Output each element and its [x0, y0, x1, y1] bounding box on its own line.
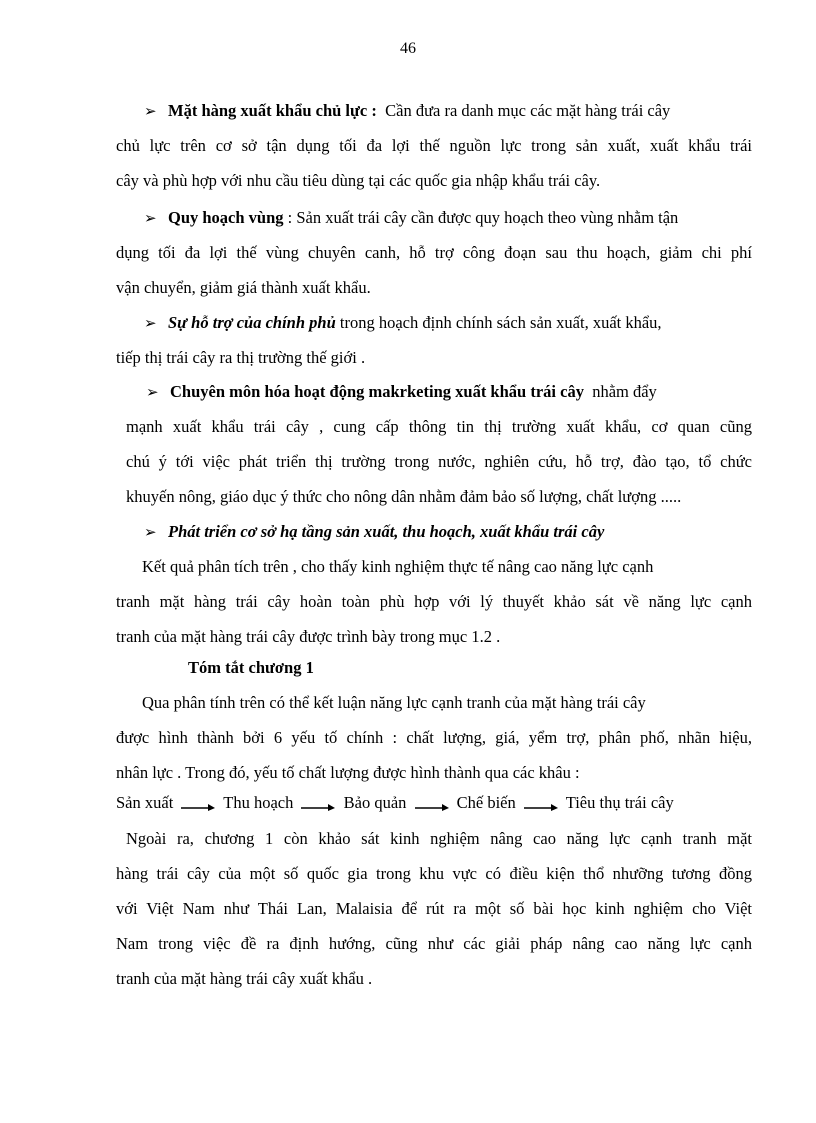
item-text: nhằm đẩy [592, 382, 657, 401]
item-text: Cần đưa ra danh mục các mặt hàng trái cây [385, 101, 671, 120]
right-arrow-icon [181, 799, 215, 811]
item-text: vận chuyển, giảm giá thành xuất khẩu. [116, 278, 371, 297]
flow-step: Bảo quản [343, 793, 407, 812]
paragraph-line: được hình thành bởi 6 yếu tố chính : chất lượng, giá, yểm trợ, phân phố, nhãn hiệu, [116, 728, 752, 747]
bullet-item-government-support [116, 305, 752, 375]
flow-step: Sản xuất [116, 793, 174, 812]
item-text: trong hoạch định chính sách sản xuất, xuất khẩu, [339, 313, 662, 332]
bullet-item-marketing [126, 374, 752, 514]
item-title: Chuyên môn hóa hoạt động makrketing xuất khẩu trái cây [170, 382, 584, 401]
item-text: dụng tối đa lợi thế vùng chuyên canh, hỗ trợ công đoạn sau thu hoạch, giảm chi phí [116, 243, 752, 262]
item-text: khuyến nông, giáo dục ý thức cho nông dân nhằm đảm bảo số lượng, chất lượng ..... [126, 487, 682, 506]
paragraph-line: Ngoài ra, chương 1 còn khảo sát kinh nghiệm nâng cao năng lực cạnh tranh mặt [126, 829, 752, 848]
paragraph-line: nhân lực . Trong đó, yếu tố chất lượng được hình thành qua các khâu : [116, 763, 580, 782]
paragraph-line: tranh của mặt hàng trái cây được trình bày trong mục 1.2 . [116, 627, 501, 646]
page-number: 46 [400, 40, 416, 57]
paragraph-line: tranh mặt hàng trái cây hoàn toàn phù hợp với lý thuyết khảo sát về năng lực cạnh [116, 592, 752, 611]
bullet-arrow-icon: ➢ [144, 525, 157, 541]
bullet-item-infrastructure [116, 514, 752, 549]
summary-heading-block [188, 650, 688, 685]
item-text: : Sản xuất trái cây cần được quy hoạch theo vùng nhằm tận [287, 208, 679, 227]
bullet-arrow-icon: ➢ [144, 316, 157, 332]
summary-paragraph [116, 685, 752, 790]
item-title: Quy hoạch vùng [168, 208, 284, 227]
flow-step: Chế biến [456, 793, 516, 812]
paragraph-line: Qua phân tính trên có thể kết luận năng lực cạnh tranh của mặt hàng trái cây [142, 693, 646, 712]
item-title: Mặt hàng xuất khẩu chủ lực : [168, 101, 377, 120]
bullet-arrow-icon: ➢ [144, 104, 157, 120]
paragraph-line: Kết quả phân tích trên , cho thấy kinh nghiệm thực tế nâng cao năng lực cạnh [142, 557, 654, 576]
item-text: mạnh xuất khẩu trái cây , cung cấp thông tin thị trường xuất khẩu, cơ quan cũng [126, 417, 752, 436]
bullet-item-zoning [116, 200, 752, 305]
paragraph-line: với Việt Nam như Thái Lan, Malaisia để rút ra một số bài học kinh nghiệm cho Việt [116, 899, 752, 918]
process-flow [116, 785, 752, 820]
closing-paragraph [116, 821, 752, 996]
paragraph-line: Nam trong việc đề ra định hướng, cũng như các giải pháp nâng cao năng lực cạnh [116, 934, 752, 953]
right-arrow-icon [301, 799, 335, 811]
item-text: tiếp thị trái cây ra thị trường thế giới . [116, 348, 366, 367]
item-text: chủ lực trên cơ sở tận dụng tối đa lợi thế nguồn lực trong sản xuất, xuất khẩu trái [116, 136, 752, 155]
item-text: chú ý tới việc phát triển thị trường trong nước, nghiên cứu, hỗ trợ, đào tạo, tổ chức [126, 452, 752, 471]
item-title: Sự hỗ trợ của chính phủ [168, 313, 336, 332]
conclusion-paragraph [116, 549, 752, 654]
item-title: Phát triển cơ sở hạ tầng sản xuất, thu hoạch, xuất khẩu trái cây [168, 522, 605, 541]
bullet-arrow-icon: ➢ [146, 385, 159, 401]
item-text: cây và phù hợp với nhu cầu tiêu dùng tại các quốc gia nhập khẩu trái cây. [116, 171, 601, 190]
paragraph-line: hàng trái cây của một số quốc gia trong khu vực có điều kiện thổ nhưỡng tương đồng [116, 864, 752, 883]
bullet-arrow-icon: ➢ [144, 211, 157, 227]
flow-step: Tiêu thụ trái cây [565, 793, 674, 812]
flow-step: Thu hoạch [223, 793, 294, 812]
right-arrow-icon [524, 799, 558, 811]
section-heading: Tóm tắt chương 1 [188, 658, 314, 677]
paragraph-line: tranh của mặt hàng trái cây xuất khẩu . [116, 969, 373, 988]
bullet-item-export-products [116, 93, 752, 198]
right-arrow-icon [415, 799, 449, 811]
